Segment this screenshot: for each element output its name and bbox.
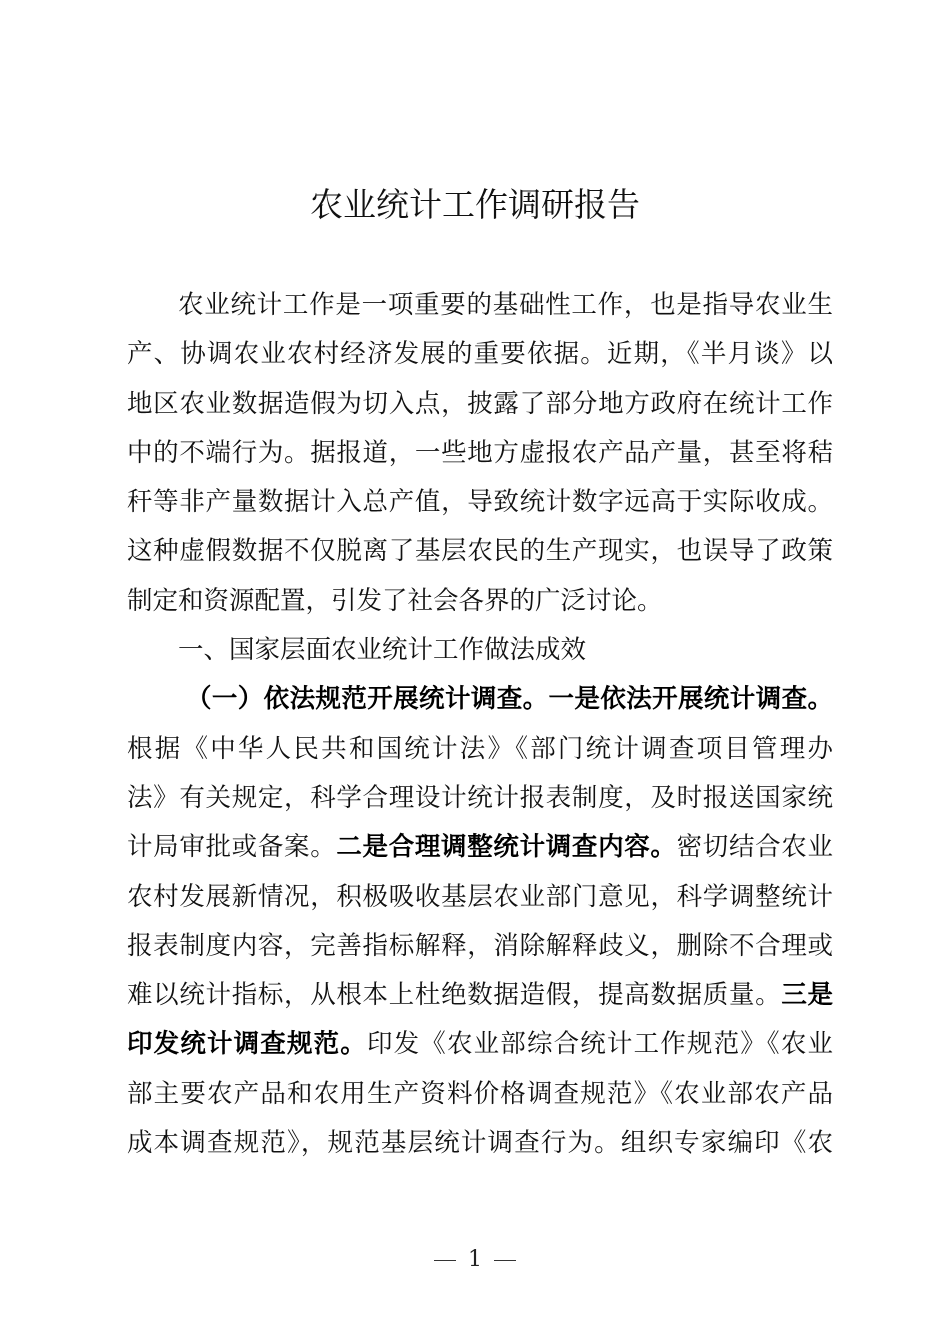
document-body — [127, 281, 833, 1168]
subsection-heading: （一）依法规范开展统计调查。 — [186, 684, 549, 715]
text-run: 难以统计指标，从根本上杜绝数据造假，提高数据质量。 — [127, 980, 782, 1011]
text-line: 产、协调农业农村经济发展的重要依据。近期，《半月谈》以 — [127, 339, 833, 370]
point-two-heading: 二是合理调整统计调查内容。 — [336, 832, 677, 863]
text-line: 报表制度内容，完善指标解释，消除解释歧义，删除不合理或 — [127, 930, 833, 961]
point-one-heading: 一是依法开展统计调查。 — [548, 684, 833, 715]
text-line — [127, 823, 833, 872]
text-line: 农村发展新情况，积极吸收基层农业部门意见，科学调整统计 — [127, 881, 833, 912]
dash-right — [494, 1260, 516, 1261]
point-three-heading-start: 三是 — [781, 980, 833, 1011]
text-line: 农业统计工作是一项重要的基础性工作，也是指导农业生 — [178, 290, 833, 320]
text-line: 法》有关规定，科学合理设计统计报表制度，及时报送国家统 — [127, 782, 833, 813]
text-line: 中的不端行为。据报道，一些地方虚报农产品产量，甚至将秸 — [127, 437, 833, 468]
text-line — [127, 971, 833, 1020]
text-line: 部主要农产品和农用生产资料价格调查规范》《农业部农产品 — [127, 1078, 833, 1109]
text-run: 计局审批或备案。 — [127, 832, 337, 863]
text-line: 成本调查规范》，规范基层统计调查行为。组织专家编印《农 — [127, 1128, 833, 1159]
subsection-heading-line — [127, 675, 833, 724]
text-line: 制定和资源配置，引发了社会各界的广泛讨论。 — [127, 585, 663, 616]
document-title: 农业统计工作调研报告 — [310, 185, 640, 224]
text-line: 这种虚假数据不仅脱离了基层农民的生产现实，也误导了政策 — [127, 536, 833, 567]
text-line: 根据《中华人民共和国统计法》《部门统计调查项目管理办 — [127, 733, 833, 764]
text-run: 密切结合农业 — [676, 832, 833, 863]
text-run: 印发《农业部综合统计工作规范》《农业 — [366, 1029, 833, 1060]
intro-paragraph — [127, 281, 833, 626]
page-footer — [0, 1245, 950, 1275]
text-line: 地区农业数据造假为切入点，披露了部分地方政府在统计工作 — [127, 388, 833, 419]
text-line: 秆等非产量数据计入总产值，导致统计数字远高于实际收成。 — [127, 487, 833, 518]
point-three-heading-end: 印发统计调查规范。 — [127, 1029, 367, 1060]
dash-left — [434, 1260, 456, 1261]
text-line — [127, 1020, 833, 1069]
section-heading: 一、国家层面农业统计工作做法成效 — [178, 635, 587, 666]
page-number: 1 — [468, 1247, 482, 1272]
subsection-paragraph — [127, 675, 833, 1168]
